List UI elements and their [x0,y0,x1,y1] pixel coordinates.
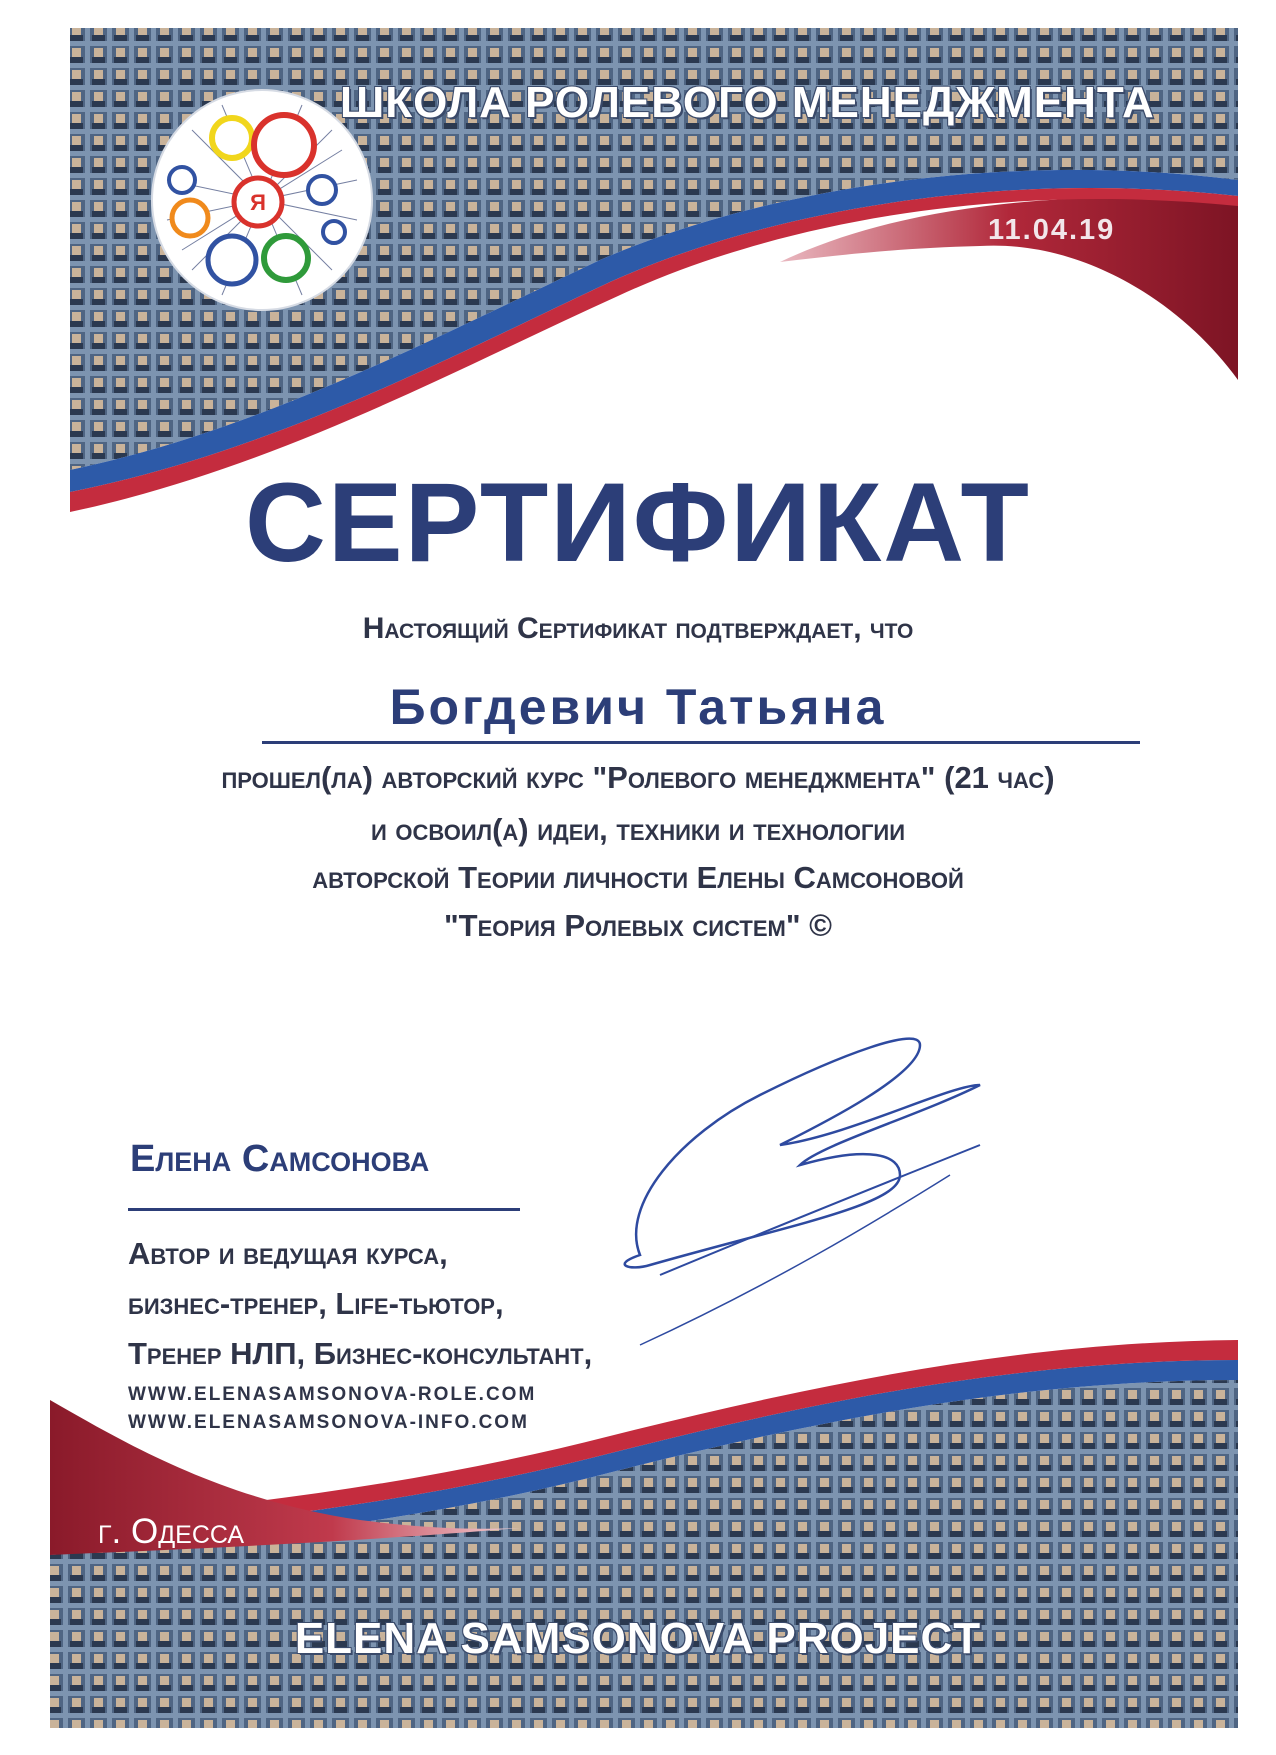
recipient-name: Богдевич Татьяна [389,679,887,735]
description-line: "Теория Ролевых систем" © [443,908,833,943]
author-underline [128,1208,520,1211]
author-role-line: Автор и ведущая курса, [128,1236,448,1271]
certificate-title: СЕРТИФИКАТ [245,460,1031,585]
author-url: WWW.ELENASAMSONOVA-INFO.COM [128,1412,529,1433]
description-line: прошел(ла) авторский курс "Ролевого менеджмента" (21 час) [221,760,1055,795]
author-name: Елена Самсонова [130,1138,430,1180]
school-title: ШКОЛА РОЛЕВОГО МЕНЕДЖМЕНТА [340,78,1155,127]
logo-letter: Я [250,190,266,215]
author-url: WWW.ELENASAMSONOVA-ROLE.COM [128,1384,537,1405]
city-label: г. Одесса [98,1512,245,1551]
description-line: авторской Теории личности Елены Самсоновой [312,860,964,895]
author-role-line: бизнес-тренер, Life-тьютор, [128,1286,504,1321]
certificate-intro: Настоящий Сертификат подтверждает, что [362,612,914,645]
recipient-underline [262,741,1140,744]
project-title: ELENA SAMSONOVA PROJECT [294,1614,982,1663]
signature-image [620,1025,1120,1355]
logo [152,90,372,310]
description-line: и освоил(а) идеи, техники и технологии [370,812,906,847]
author-role-line: Тренер НЛП, Бизнес-консультант, [128,1336,593,1371]
certificate-date: 11.04.19 [988,214,1116,246]
